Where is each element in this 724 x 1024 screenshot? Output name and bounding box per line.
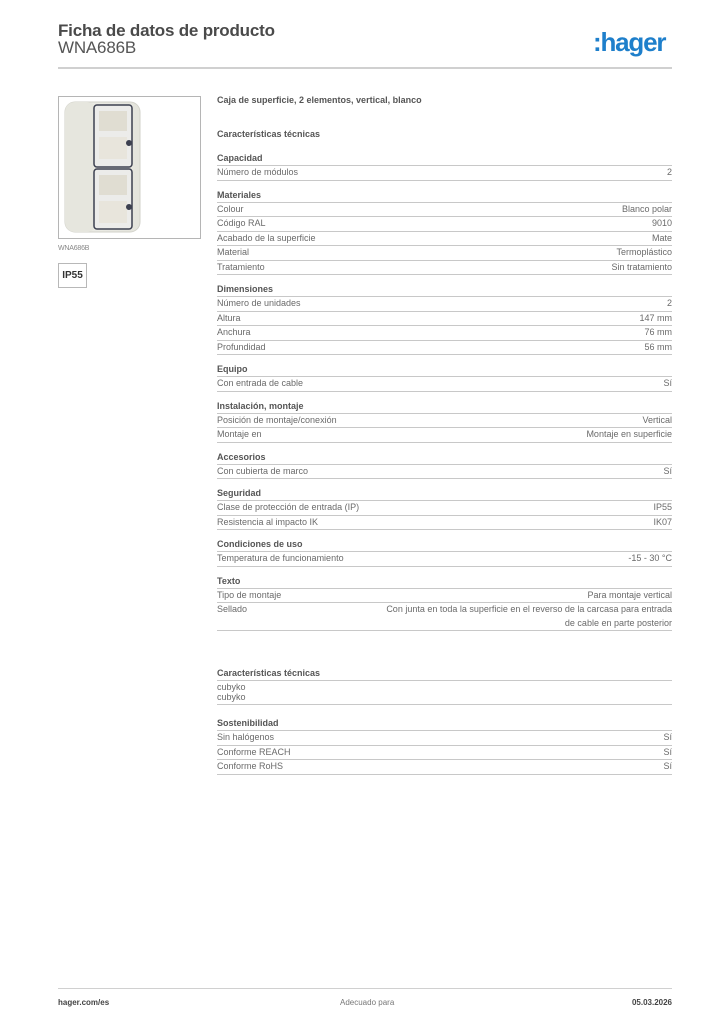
- ip-rating-badge: IP55: [58, 263, 87, 288]
- spec-group: [217, 401, 672, 443]
- spec-value: Sí: [663, 732, 672, 742]
- spec-label: Tratamiento: [217, 261, 265, 272]
- group-title: Características técnicas: [217, 668, 672, 681]
- product-range-list: [217, 681, 672, 705]
- spec-label: Montaje en: [217, 429, 262, 439]
- spec-value: IP55: [653, 502, 672, 512]
- spec-group: [217, 190, 672, 276]
- spec-value: 2: [666, 167, 672, 177]
- spec-value: 2: [666, 298, 672, 308]
- spec-row: [217, 603, 672, 631]
- footer-center-text: Adecuado para: [340, 998, 395, 1007]
- spec-label: Sellado: [217, 604, 248, 614]
- spec-value: Sí: [663, 378, 672, 388]
- spec-label: Posición de montaje/conexión: [217, 414, 337, 425]
- spec-row: [217, 731, 672, 746]
- spec-groups: [217, 153, 672, 631]
- spec-label: Anchura: [217, 327, 251, 337]
- page-title: Ficha de datos de producto: [58, 21, 275, 40]
- spec-label: Profundidad: [217, 341, 266, 352]
- spec-row: [217, 217, 672, 232]
- spec-label: Código RAL: [217, 218, 266, 228]
- group-title: Texto: [217, 576, 672, 589]
- spec-label: Acabado de la superficie: [217, 232, 316, 243]
- spec-value: Montaje en superficie: [586, 429, 672, 439]
- section-heading: Características técnicas: [217, 129, 321, 139]
- spec-value: Blanco polar: [621, 203, 672, 214]
- spec-row: [217, 589, 672, 604]
- list-item: cubyko: [217, 692, 246, 702]
- spec-label: Material: [217, 247, 250, 257]
- list-item: cubyko: [217, 682, 246, 692]
- hager-logo: :hager: [593, 27, 666, 57]
- spec-value: Vertical: [642, 414, 672, 425]
- spec-label: Tipo de montaje: [217, 589, 282, 600]
- group-title: Dimensiones: [217, 284, 672, 297]
- spec-value: Sin tratamiento: [611, 261, 672, 272]
- spec-value: 76 mm: [644, 327, 672, 337]
- spec-label: Temperatura de funcionamiento: [217, 553, 344, 563]
- group-title: Seguridad: [217, 488, 672, 501]
- spec-row: [217, 760, 672, 775]
- product-image: [58, 96, 201, 239]
- spec-row: [217, 552, 672, 567]
- footer-divider: [58, 988, 672, 989]
- footer-website-link[interactable]: hager.com/es: [58, 998, 110, 1007]
- group-title: Materiales: [217, 190, 672, 203]
- spec-value: Para montaje vertical: [587, 589, 672, 600]
- spec-row: [217, 261, 672, 276]
- spec-row: [217, 297, 672, 312]
- spec-group: [217, 539, 672, 567]
- spec-label: Altura: [217, 312, 241, 323]
- spec-value: Mate: [651, 232, 672, 243]
- header-divider: [58, 67, 672, 69]
- spec-row: [217, 246, 672, 261]
- spec-row: [217, 341, 672, 356]
- spec-value: Sí: [663, 761, 672, 771]
- spec-group: [217, 668, 672, 705]
- spec-row: [217, 166, 672, 181]
- footer-date: 05.03.2026: [631, 998, 672, 1007]
- spec-group: [217, 488, 672, 530]
- spec-value: 147 mm: [639, 312, 672, 323]
- spec-group: [217, 364, 672, 392]
- spec-label: Con cubierta de marco: [217, 465, 309, 476]
- spec-value: Termoplástico: [616, 247, 672, 257]
- spec-row: [217, 377, 672, 392]
- spec-group: [217, 153, 672, 181]
- spec-group: [217, 284, 672, 355]
- spec-row: [217, 516, 672, 531]
- spec-label: Sin halógenos: [217, 732, 275, 742]
- spec-value: IK07: [653, 516, 672, 527]
- spec-row: [217, 746, 672, 761]
- spec-label: Número de módulos: [217, 167, 299, 177]
- image-caption: WNA686B: [58, 245, 90, 252]
- spec-value: -15 - 30 °C: [628, 553, 672, 563]
- product-code: WNA686B: [58, 38, 136, 57]
- spec-row: [217, 203, 672, 218]
- spec-row: [217, 414, 672, 429]
- spec-row: [217, 326, 672, 341]
- spec-value: Sí: [663, 746, 672, 757]
- product-description: Caja de superficie, 2 elementos, vertical, blanco: [217, 95, 422, 105]
- spec-row: [217, 428, 672, 443]
- spec-row: [217, 465, 672, 480]
- spec-sheet: [217, 95, 672, 775]
- group-title: Capacidad: [217, 153, 672, 166]
- group-title: Instalación, montaje: [217, 401, 672, 414]
- spec-label: Número de unidades: [217, 298, 301, 308]
- surface-box-illustration-icon: [59, 97, 200, 238]
- spec-label: Colour: [217, 203, 244, 214]
- spec-label: Con entrada de cable: [217, 378, 304, 388]
- group-title: Condiciones de uso: [217, 539, 672, 552]
- spec-label: Resistencia al impacto IK: [217, 516, 319, 527]
- group-title: Accesorios: [217, 452, 672, 465]
- spec-label: Clase de protección de entrada (IP): [217, 502, 360, 512]
- spec-value: Con junta en toda la superficie en el reverso de la carcasa para entrada de cable en parte posterior: [386, 604, 672, 628]
- spec-group: [217, 576, 672, 632]
- spec-group-sustainability: [217, 718, 672, 775]
- spec-row: [217, 312, 672, 327]
- spec-row: [217, 232, 672, 247]
- group-title: Equipo: [217, 364, 672, 377]
- spec-row: [217, 501, 672, 516]
- spec-value: 9010: [651, 218, 672, 228]
- spec-label: Conforme REACH: [217, 746, 291, 757]
- group-title: Sostenibilidad: [217, 718, 672, 731]
- spec-value: Sí: [663, 465, 672, 476]
- spec-group: [217, 452, 672, 480]
- spec-value: 56 mm: [644, 341, 672, 352]
- spec-label: Conforme RoHS: [217, 761, 284, 771]
